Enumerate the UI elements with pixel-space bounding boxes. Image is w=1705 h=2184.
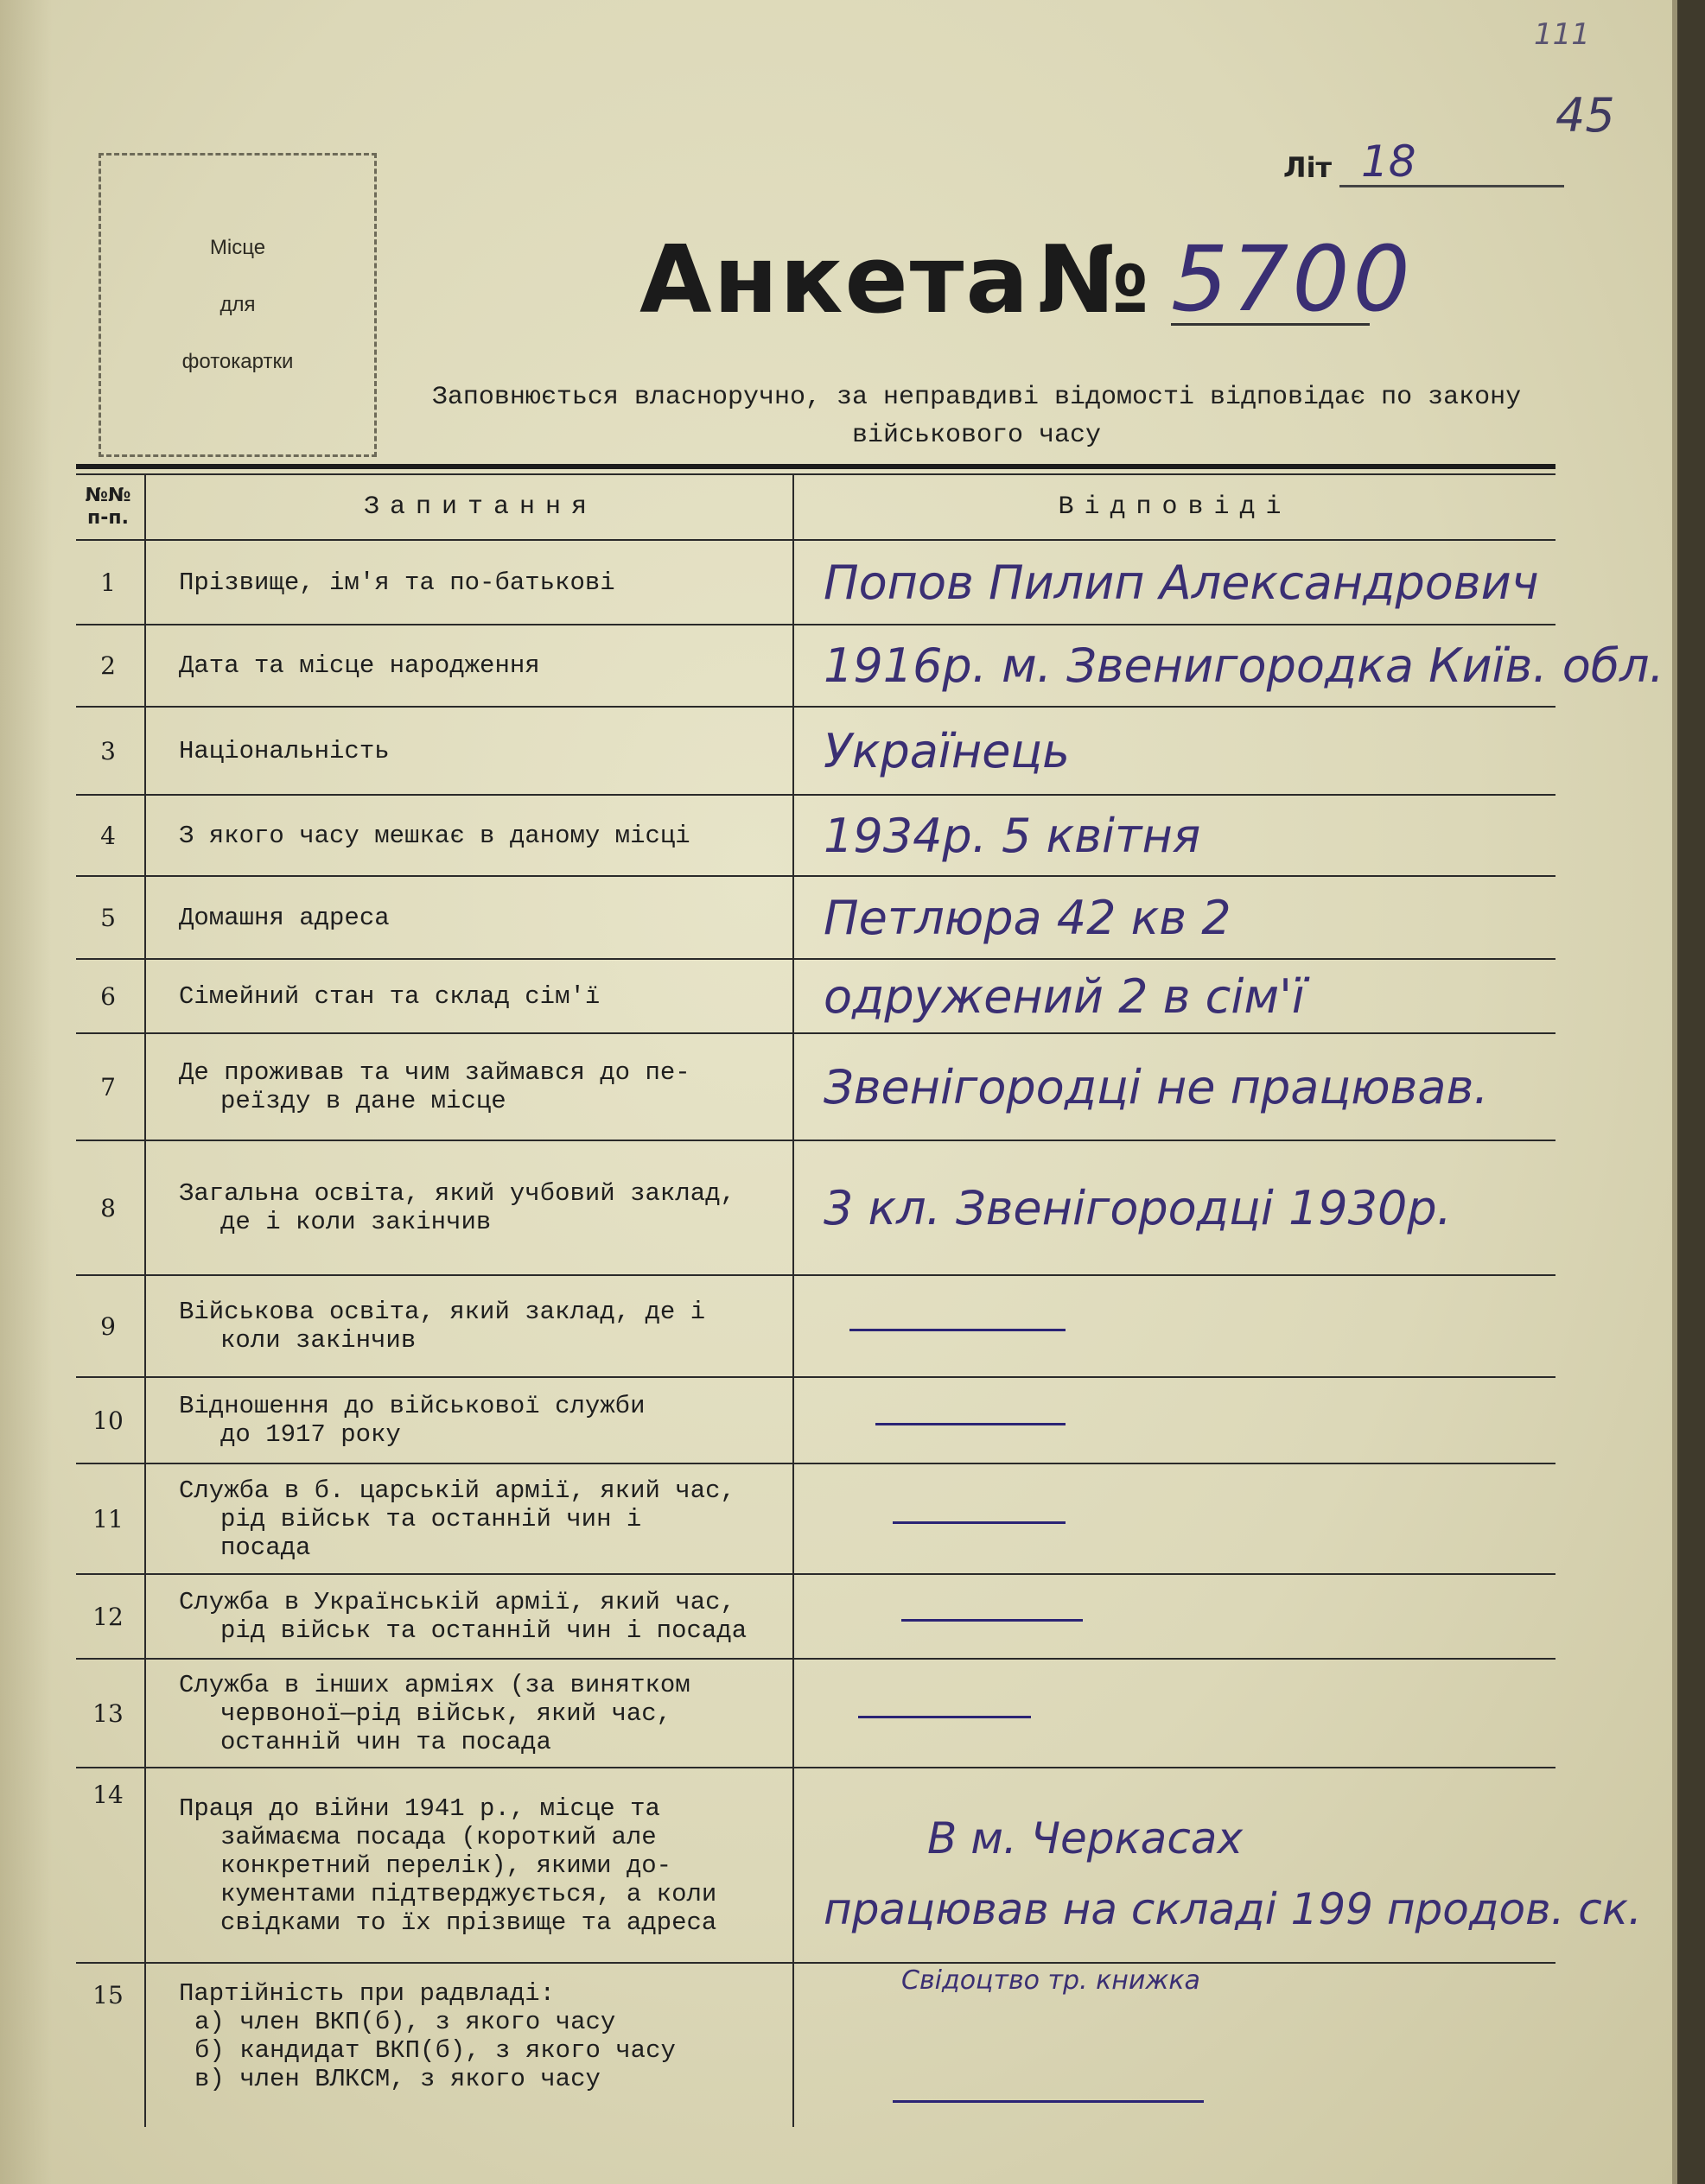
col-header-num (76, 474, 145, 540)
question-line: Служба в Українській армії, який час, (179, 1588, 735, 1616)
answer-line: працював на складі 199 продов. ск. (824, 1884, 1642, 1934)
form-title: Анкета (639, 226, 1031, 334)
lit-value: 18 (1361, 136, 1416, 187)
question-line: Загальна освіта, який учбовий заклад, (179, 1179, 735, 1208)
question-line: рід військ та останній чин і посада (220, 1616, 748, 1645)
row-number: 4 (76, 795, 145, 876)
answer-dash (858, 1716, 1031, 1718)
question-text (145, 795, 793, 876)
question-text (145, 876, 793, 959)
form-number: 5700 (1171, 226, 1414, 332)
question-line: Військова освіта, який заклад, де і (179, 1298, 706, 1326)
table-row (76, 1768, 1555, 1963)
table-row (76, 625, 1555, 707)
question-line: Прізвище, ім'я та по-батькові (179, 568, 615, 597)
question-line: останній чин та посада (220, 1727, 551, 1756)
answer-dash (893, 2100, 1204, 2103)
form-number-underline (1171, 323, 1370, 326)
question-line: кументами підтверджується, а коли (220, 1879, 717, 1908)
question-line: займаєма посада (короткий але (220, 1822, 657, 1851)
question-line: Відношення до військової служби (179, 1392, 646, 1420)
col-header-num-line2: п-п. (87, 507, 129, 529)
table-row (76, 959, 1555, 1033)
answer-handwritten: Петлюра 42 кв 2 (793, 876, 1555, 959)
row-number: 2 (76, 625, 145, 707)
question-line: б) кандидат ВКП(б), з якого часу (194, 2036, 676, 2065)
row-number: 6 (76, 959, 145, 1033)
question-line: Партійність при радвладі: (179, 1979, 556, 2008)
number-sign: № (1037, 226, 1149, 334)
answer-handwritten: одружений 2 в сім'ї (793, 959, 1555, 1033)
question-line: З якого часу мешкає в даному місці (179, 821, 690, 850)
corner-pencil-mark: 111 (1534, 17, 1590, 52)
question-text (145, 1033, 793, 1140)
answer-dash (875, 1423, 1066, 1425)
row-number: 5 (76, 876, 145, 959)
question-line: до 1917 року (220, 1420, 401, 1449)
question-text (145, 959, 793, 1033)
col-header-answer: Відповіді (793, 474, 1555, 540)
answer-handwritten: Звенігородці не працював. (793, 1033, 1555, 1140)
col-header-num-line1: №№ (85, 485, 131, 506)
question-line: Дата та місце народження (179, 651, 540, 680)
table-row (76, 1377, 1555, 1463)
answer-line: Свідоцтво тр. книжка (901, 1965, 1200, 1996)
answer-line: В м. Черкасах (927, 1813, 1244, 1863)
table-row (76, 1033, 1555, 1140)
table-row (76, 707, 1555, 795)
question-text (145, 707, 793, 795)
answer-dash (849, 1329, 1066, 1331)
question-line: а) член ВКП(б), з якого часу (194, 2008, 616, 2036)
photo-box-line3: фотокартки (181, 350, 294, 373)
answer-dash (893, 1521, 1066, 1524)
answer-dash-cell (793, 1275, 1555, 1377)
row-number: 13 (76, 1659, 145, 1768)
question-line: Де проживав та чим займався до пе- (179, 1058, 690, 1087)
question-line: свідками то їх прізвище та адреса (220, 1908, 717, 1937)
question-line: конкретний перелік), якими до- (220, 1851, 672, 1880)
answer-dash-cell (793, 1463, 1555, 1574)
notice-line-1: Заповнюється власноручно, за неправдиві відомості відповідає по закону (431, 383, 1522, 412)
question-line: Праця до війни 1941 р., місце та (179, 1794, 660, 1823)
row-number: 14 (76, 1768, 145, 1963)
table-header-row (76, 474, 1555, 540)
folio-number: 45 (1555, 88, 1615, 143)
table-row (76, 1463, 1555, 1574)
photo-box-line2: для (219, 293, 256, 316)
question-line: Сімейний стан та склад сім'ї (179, 981, 601, 1011)
notice-line-2: військового часу (851, 421, 1102, 450)
answer-dash-cell (793, 1377, 1555, 1463)
answer-handwritten (793, 1963, 1555, 2127)
row-number: 15 (76, 1963, 145, 2127)
row-number: 1 (76, 540, 145, 625)
answer-handwritten: 3 кл. Звенігородці 1930р. (793, 1140, 1555, 1275)
question-line: рід військ та останній чин і (220, 1504, 642, 1533)
question-text (145, 1140, 793, 1275)
question-line: коли закінчив (220, 1326, 417, 1355)
question-text (145, 1659, 793, 1768)
table-row (76, 1140, 1555, 1275)
question-line: Домашня адреса (179, 903, 390, 932)
table-row (76, 1275, 1555, 1377)
answer-dash (901, 1619, 1083, 1622)
answer-handwritten: Попов Пилип Александрович (793, 540, 1555, 625)
answer-handwritten (793, 1768, 1642, 1963)
photo-box-line1: Місце (209, 236, 266, 259)
row-number: 11 (76, 1463, 145, 1574)
row-number: 9 (76, 1275, 145, 1377)
question-line: реїзду в дане місце (220, 1087, 506, 1115)
question-text (145, 1463, 793, 1574)
header-rule (76, 464, 1555, 469)
answer-handwritten: 1934р. 5 квітня (793, 795, 1555, 876)
photo-placeholder-box (99, 153, 377, 457)
answer-handwritten: 1916р. м. Звенигородка Київ. обл. (793, 625, 1555, 707)
question-line: Служба в б. царській армії, який час, (179, 1476, 735, 1505)
question-text (145, 625, 793, 707)
row-number: 12 (76, 1574, 145, 1659)
answer-dash-cell (793, 1659, 1555, 1768)
row-number: 7 (76, 1033, 145, 1140)
question-text (145, 1963, 793, 2127)
question-line: де і коли закінчив (220, 1208, 492, 1236)
question-text (145, 1377, 793, 1463)
table-row (76, 795, 1555, 876)
row-number: 10 (76, 1377, 145, 1463)
table-row (76, 1963, 1555, 2127)
question-text (145, 540, 793, 625)
row-number: 8 (76, 1140, 145, 1275)
table-row (76, 1659, 1555, 1768)
row-number: 3 (76, 707, 145, 795)
question-line: Служба в інших арміях (за винятком (179, 1670, 690, 1699)
table-row (76, 876, 1555, 959)
lit-label: Літ (1283, 151, 1333, 184)
question-text (145, 1768, 793, 1963)
question-text (145, 1574, 793, 1659)
question-line: посада (220, 1533, 311, 1562)
questionnaire-table (76, 473, 1664, 2127)
col-header-question: Запитання (145, 474, 793, 540)
question-line: Національність (179, 736, 390, 765)
answer-dash-cell (793, 1574, 1555, 1659)
question-line: червоної—рід військ, який час, (220, 1698, 672, 1728)
question-text (145, 1275, 793, 1377)
table-row (76, 540, 1555, 625)
instruction-notice (402, 378, 1551, 454)
answer-handwritten: Українець (793, 707, 1555, 795)
table-row (76, 1574, 1555, 1659)
question-line: в) член ВЛКСМ, з якого часу (194, 2065, 601, 2093)
